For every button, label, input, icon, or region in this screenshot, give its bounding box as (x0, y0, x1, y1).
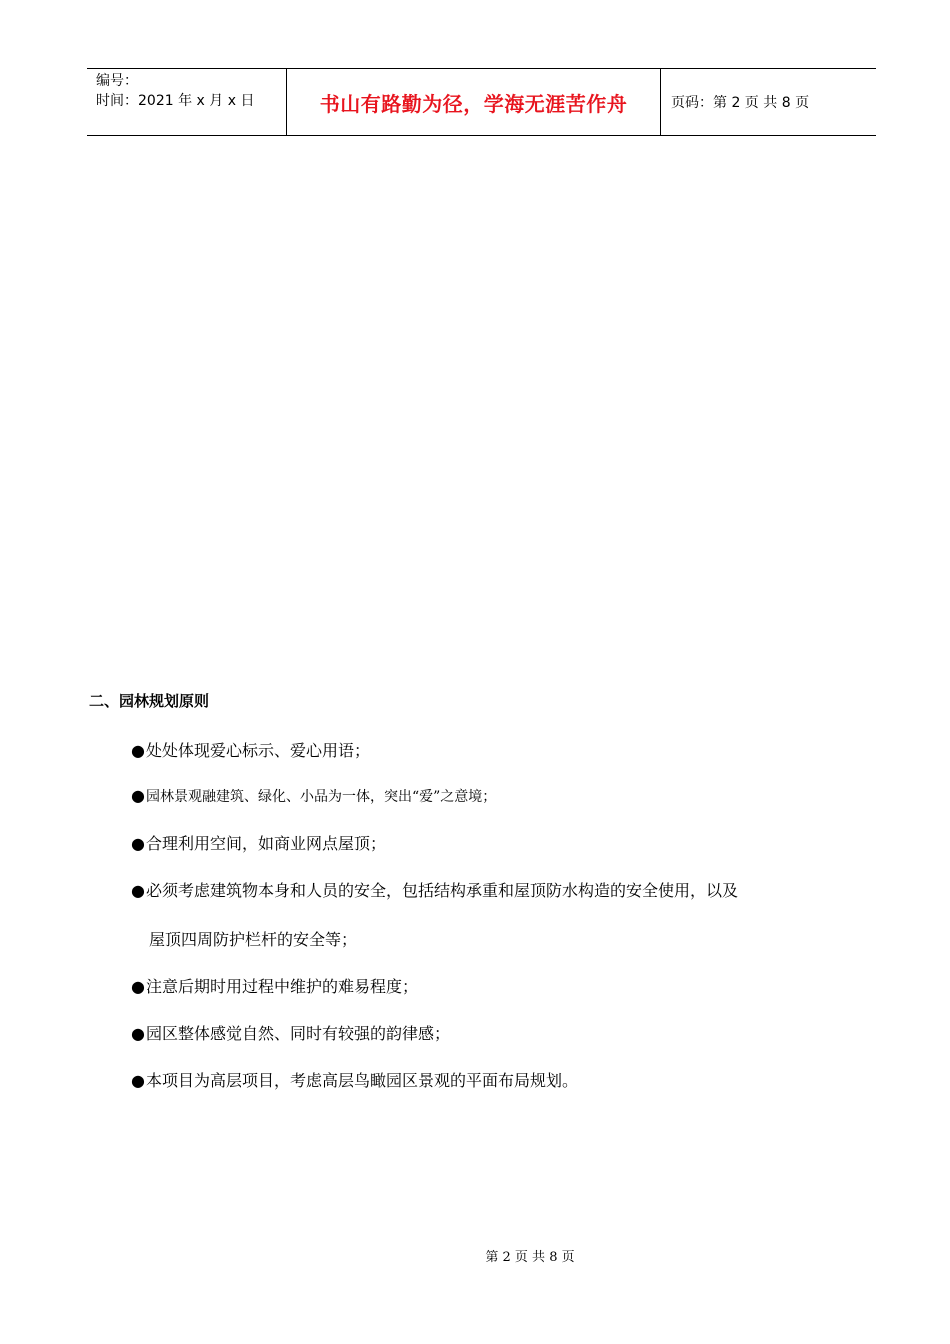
list-item-continuation: 屋顶四周防护栏杆的安全等； (149, 930, 358, 949)
bullet-dot: ● (131, 1024, 145, 1043)
bullet-dot: ● (131, 977, 145, 996)
section-heading: 二、园林规划原则 (89, 692, 210, 710)
list-item (131, 974, 418, 997)
document-date: 时间：2021 年 x 月 x 日 (96, 93, 255, 109)
list-item (131, 786, 496, 806)
list-item-text: 合理利用空间，如商业网点屋顶； (145, 834, 386, 853)
bullet-dot: ● (131, 834, 145, 853)
header-table (87, 68, 876, 136)
header-motto: 书山有路勤为径，学海无涯苦作舟 (319, 91, 628, 116)
list-item (131, 1021, 450, 1044)
bullet-dot: ● (131, 786, 145, 805)
list-item (131, 878, 738, 901)
list-item (131, 831, 386, 854)
bullet-dot: ● (131, 881, 145, 900)
header-motto-cell (287, 69, 661, 135)
list-item (131, 738, 370, 761)
list-item-text: 处处体现爱心标示、爱心用语； (145, 741, 370, 760)
bullet-dot: ● (131, 741, 145, 760)
bullet-dot: ● (131, 1071, 145, 1090)
document-number-label: 编号： (96, 73, 138, 89)
list-item (131, 1068, 578, 1091)
list-item-text: 注意后期时用过程中维护的难易程度； (145, 977, 418, 996)
list-item-text: 必须考虑建筑物本身和人员的安全，包括结构承重和屋顶防水构造的安全使用，以及 (145, 881, 738, 900)
header-meta-cell (87, 69, 287, 135)
list-item-text: 园区整体感觉自然、同时有较强的韵律感； (145, 1024, 450, 1043)
header-page-info: 页码：第 2 页 共 8 页 (671, 95, 810, 111)
list-item-text: 园林景观融建筑、绿化、小品为一体，突出“爱”之意境； (145, 789, 497, 805)
page-footer: 第 2 页 共 8 页 (485, 1250, 575, 1265)
header-page-cell (661, 69, 876, 135)
list-item-text: 本项目为高层项目，考虑高层鸟瞰园区景观的平面布局规划。 (145, 1071, 578, 1090)
